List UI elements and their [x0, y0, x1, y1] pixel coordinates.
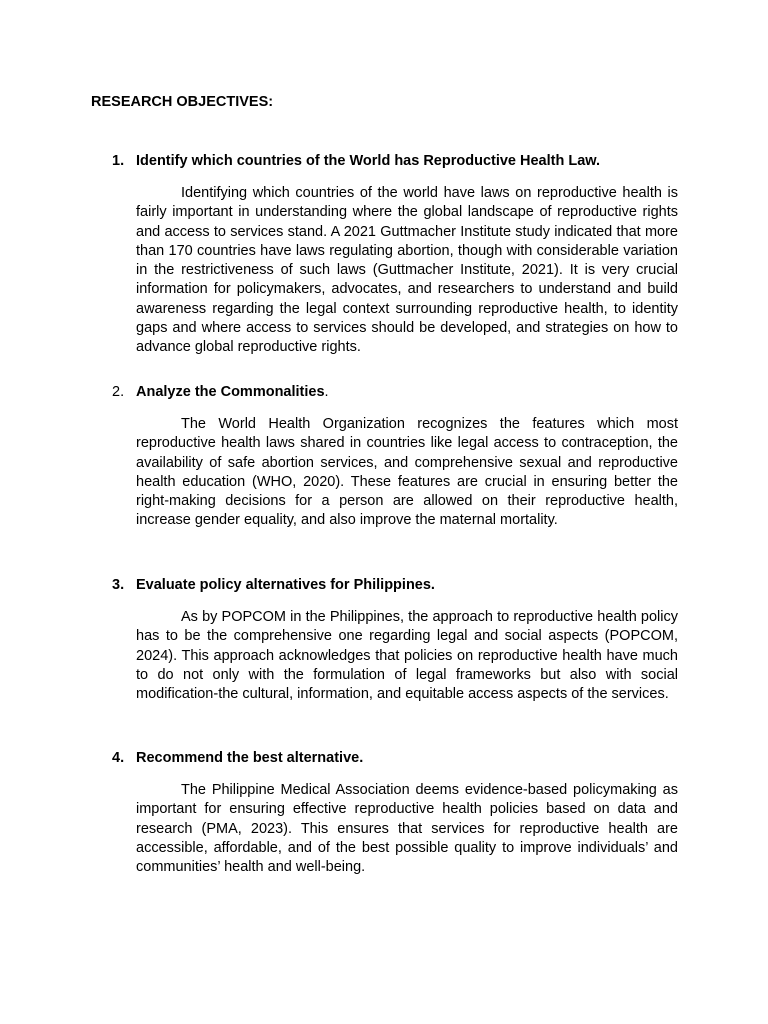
objective-1-title [136, 152, 600, 171]
objective-1-title-text: Identify which countries of the World has Reproductive Health Law. [136, 153, 601, 169]
objective-2-title [136, 383, 329, 402]
objective-2-title-row [112, 383, 678, 402]
objective-3-title-row [112, 576, 678, 595]
objective-2-number: 2. [112, 384, 125, 400]
objective-1-title-row [112, 152, 678, 171]
objective-2-title-trailing: . [324, 384, 329, 400]
objective-4 [112, 749, 678, 892]
objective-2-title-text: Analyze the Commonalities [136, 384, 325, 400]
objective-4-body: The Philippine Medical Association deems evidence-based policymaking as important for ensuring effective reproductive health policies based on data and research (PMA, 2023). This ensures that services for reproductive health are accessible, affordable, and of the best possible quality to improve individuals’ and communities’ health and well-being. [136, 782, 678, 876]
objective-3-title [136, 576, 435, 595]
objective-4-title [136, 749, 363, 768]
objective-3-body: As by POPCOM in the Philippines, the approach to reproductive health policy has to be the comprehensive one regarding legal and social aspects (POPCOM, 2024). This approach acknowledges that policies on reproductive health have much to do not only with the formulation of legal frameworks but also with social modification-the cultural, information, and equitable access aspects of the services. [136, 609, 678, 703]
objective-4-title-text: Recommend the best alternative. [136, 750, 364, 766]
objective-1-number: 1. [112, 153, 125, 169]
objective-3-number: 3. [112, 577, 125, 593]
objective-1-body: Identifying which countries of the world have laws on reproductive health is fairly important in understanding where the global landscape of reproductive rights and access to services stand. A 2021 Guttmacher Institute study indicated that more than 170 countries have laws regulating abortion, though with considerable variation in the restrictiveness of such laws (Guttmacher Institute, 2021). It is very crucial information for policymakers, advocates, and researchers to understand and build awareness regarding the legal context surrounding reproductive health, to identity gaps and where access to services should be developed, and strategies on how to advance global reproductive rights. [136, 185, 678, 356]
objective-1 [112, 152, 678, 372]
objective-2-body: The World Health Organization recognizes the features which most reproductive health laws shared in countries like legal access to contraception, the availability of safe abortion services, and comprehensive sexual and reproductive health education (WHO, 2020). These features are crucial in ensuring better the right-making decisions for a person are allowed on their reproductive health, increase gender equality, and also improve the maternal mortality. [136, 416, 678, 529]
objective-4-number: 4. [112, 750, 125, 766]
objective-2 [112, 383, 678, 545]
objective-4-title-row [112, 749, 678, 768]
objective-3-title-text: Evaluate policy alternatives for Philippines. [136, 577, 435, 593]
section-heading: RESEARCH OBJECTIVES: [91, 94, 274, 110]
objective-3 [112, 576, 678, 719]
